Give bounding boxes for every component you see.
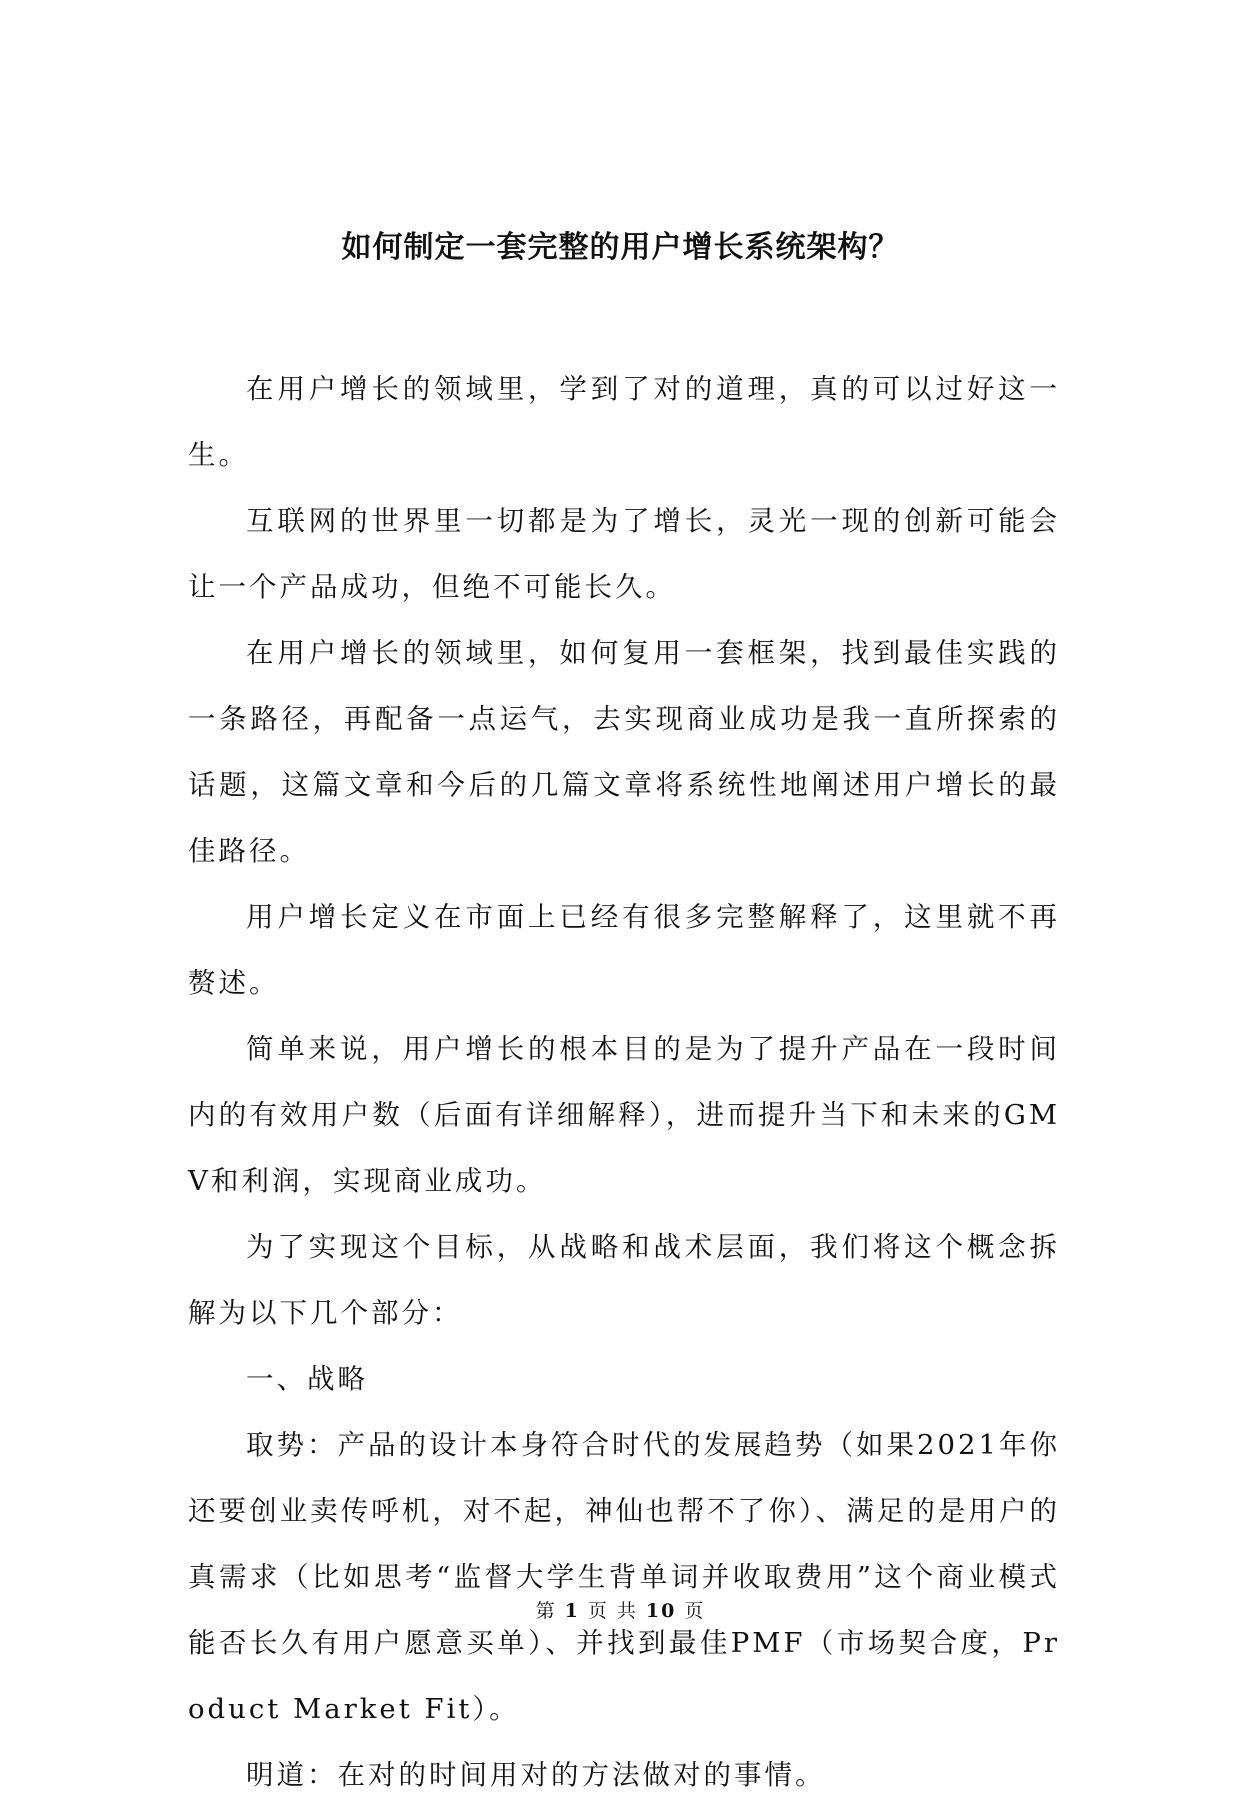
footer-middle: 页 共 (587, 1600, 638, 1622)
document-title: 如何制定一套完整的用户增长系统架构？ (341, 230, 900, 265)
paragraph: 在用户增长的领域里，学到了对的道理，真的可以过好这一生。 (188, 373, 1060, 471)
paragraph: 在用户增长的领域里，如何复用一套框架，找到最佳实践的一条路径，再配备一点运气，去实现商业成功是我一直所探索的话题，这篇文章和今后的几篇文章将系统性地阐述用户增长的最佳路径。 (188, 637, 1060, 867)
section-heading: 一、战略 (246, 1363, 368, 1395)
paragraph: 用户增长定义在市面上已经有很多完整解释了，这里就不再赘述。 (188, 901, 1060, 999)
total-pages-number: 10 (645, 1600, 677, 1622)
paragraph: 互联网的世界里一切都是为了增长，灵光一现的创新可能会让一个产品成功，但绝不可能长久。 (188, 505, 1060, 603)
page-footer (0, 1596, 1241, 1623)
current-page-number: 1 (564, 1600, 580, 1622)
paragraph: 取势：产品的设计本身符合时代的发展趋势（如果2021年你还要创业卖传呼机，对不起，神仙也帮不了你）、满足的是用户的真需求（比如思考“监督大学生背单词并收取费用”这个商业模式能否长久有用户愿意买单）、并找到最佳PMF（市场契合度，Product Market Fit）。 (188, 1429, 1060, 1725)
document-body (188, 356, 1060, 1808)
paragraph: 明道：在对的时间用对的方法做对的事情。 (246, 1759, 826, 1791)
paragraph: 为了实现这个目标，从战略和战术层面，我们将这个概念拆解为以下几个部分： (188, 1231, 1060, 1329)
footer-prefix: 第 (535, 1600, 557, 1622)
paragraph: 简单来说，用户增长的根本目的是为了提升产品在一段时间内的有效用户数（后面有详细解释），进而提升当下和未来的GMV和利润，实现商业成功。 (188, 1033, 1060, 1197)
footer-suffix: 页 (684, 1600, 706, 1622)
